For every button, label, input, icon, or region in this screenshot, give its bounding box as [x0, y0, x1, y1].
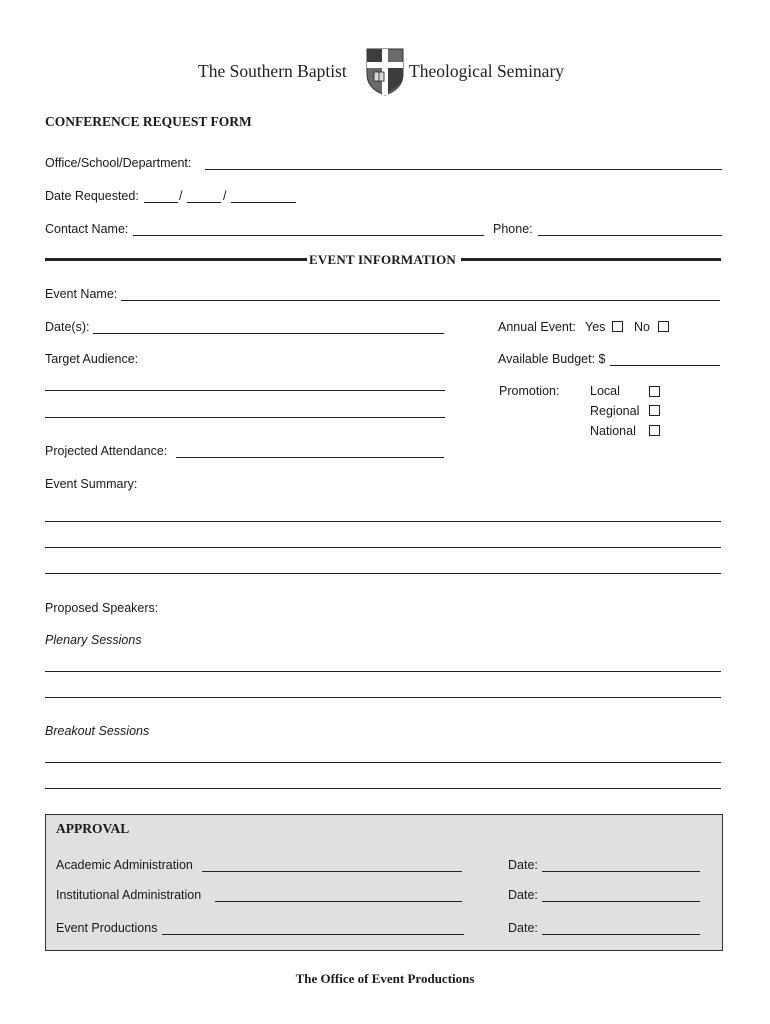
institutional-admin-signature-field[interactable] [215, 901, 462, 902]
event-summary-line-2[interactable] [45, 547, 721, 548]
event-name-label: Event Name: [45, 287, 118, 301]
contact-name-field[interactable] [133, 235, 484, 236]
annual-yes-label: Yes [585, 320, 606, 334]
event-summary-line-1[interactable] [45, 521, 721, 522]
proposed-speakers-label: Proposed Speakers: [45, 601, 159, 615]
date-day-field[interactable] [187, 202, 221, 203]
breakout-line-2[interactable] [45, 788, 721, 789]
phone-field[interactable] [538, 235, 722, 236]
date-separator: / [179, 189, 183, 203]
plenary-line-2[interactable] [45, 697, 721, 698]
institutional-admin-date-label: Date: [508, 888, 538, 902]
academic-admin-signature-field[interactable] [202, 871, 462, 872]
annual-no-label: No [634, 320, 650, 334]
office-field[interactable] [205, 169, 722, 170]
date-month-field[interactable] [144, 202, 178, 203]
event-dates-label: Date(s): [45, 320, 90, 334]
projected-attendance-field[interactable] [176, 457, 444, 458]
form-title: CONFERENCE REQUEST FORM [45, 114, 252, 129]
event-summary-line-3[interactable] [45, 573, 721, 574]
event-productions-signature-field[interactable] [162, 934, 464, 935]
plenary-sessions-label: Plenary Sessions [45, 633, 142, 647]
institutional-admin-label: Institutional Administration [56, 888, 202, 902]
academic-admin-date-label: Date: [508, 858, 538, 872]
seminary-name-right: Theological Seminary [409, 61, 565, 81]
projected-attendance-label: Projected Attendance: [45, 444, 168, 458]
event-productions-date-label: Date: [508, 921, 538, 935]
promotion-regional-checkbox[interactable] [649, 405, 660, 416]
footer-office-name: The Office of Event Productions [295, 971, 475, 986]
event-name-field[interactable] [121, 300, 720, 301]
date-separator: / [223, 189, 227, 203]
promotion-local-label: Local [590, 384, 620, 398]
office-label: Office/School/Department: [45, 156, 192, 170]
seminary-crest-logo [366, 48, 404, 96]
approval-title: APPROVAL [56, 821, 130, 836]
budget-label: Available Budget: $ [498, 352, 606, 366]
annual-no-checkbox[interactable] [658, 321, 669, 332]
annual-yes-checkbox[interactable] [612, 321, 623, 332]
academic-admin-date-field[interactable] [542, 871, 700, 872]
annual-event-label: Annual Event: [498, 320, 576, 334]
promotion-national-checkbox[interactable] [649, 425, 660, 436]
section-divider [461, 258, 721, 261]
academic-admin-label: Academic Administration [56, 858, 193, 872]
event-dates-field[interactable] [93, 333, 444, 334]
promotion-label: Promotion: [499, 384, 560, 398]
phone-label: Phone: [493, 222, 533, 236]
contact-name-label: Contact Name: [45, 222, 129, 236]
promotion-national-label: National [590, 424, 636, 438]
budget-field[interactable] [610, 365, 720, 366]
event-productions-date-field[interactable] [542, 934, 700, 935]
event-information-title: EVENT INFORMATION [309, 252, 457, 267]
breakout-line-1[interactable] [45, 762, 721, 763]
date-requested-label: Date Requested: [45, 189, 139, 203]
target-audience-label: Target Audience: [45, 352, 139, 366]
seminary-name-left: The Southern Baptist [198, 61, 347, 81]
promotion-regional-label: Regional [590, 404, 640, 418]
plenary-line-1[interactable] [45, 671, 721, 672]
section-divider [45, 258, 307, 261]
event-productions-label: Event Productions [56, 921, 158, 935]
institutional-admin-date-field[interactable] [542, 901, 700, 902]
event-summary-label: Event Summary: [45, 477, 138, 491]
target-audience-line-1[interactable] [45, 390, 445, 391]
breakout-sessions-label: Breakout Sessions [45, 724, 150, 738]
date-year-field[interactable] [231, 202, 296, 203]
promotion-local-checkbox[interactable] [649, 386, 660, 397]
target-audience-line-2[interactable] [45, 417, 445, 418]
